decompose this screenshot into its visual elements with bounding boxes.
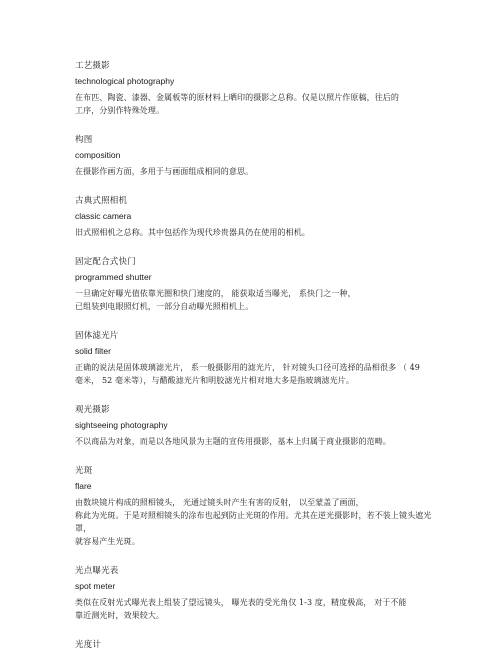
glossary-entry bbox=[75, 134, 435, 178]
definition-line: 在摄影作画方面，多用于与画面组成相同的意思。 bbox=[75, 167, 254, 176]
glossary-entry bbox=[75, 565, 435, 622]
definition-line: 工序，分别作特殊处理。 bbox=[75, 106, 165, 115]
glossary-entry bbox=[75, 465, 435, 548]
term-english: programmed shutter bbox=[75, 272, 152, 282]
glossary-entry bbox=[75, 639, 435, 652]
glossary-entry bbox=[75, 330, 435, 387]
term-chinese: 光度计 bbox=[75, 640, 102, 650]
term-definition bbox=[75, 226, 435, 239]
term-definition bbox=[75, 287, 435, 313]
term-definition bbox=[75, 596, 435, 622]
term-definition bbox=[75, 496, 435, 548]
term-definition bbox=[75, 435, 435, 448]
term-chinese: 古典式照相机 bbox=[75, 196, 128, 206]
term-chinese: 光点曝光表 bbox=[75, 566, 119, 576]
definition-line: 毫米， 52 毫米等），与醋酸滤光片和明胶滤光片相对地大多是指玻璃滤光片。 bbox=[75, 376, 354, 385]
term-english: technological photography bbox=[75, 76, 175, 86]
term-english: solid filter bbox=[75, 346, 111, 356]
definition-line: 不以商品为对象，而是以各地风景为主题的宣传用摄影，基本上归属于商业摄影的范畴。 bbox=[75, 437, 391, 446]
glossary-page bbox=[75, 60, 435, 669]
term-definition bbox=[75, 91, 435, 117]
definition-line: 一旦确定好曝光值依靠光圈和快门速度的， 能获取适当曝光， 系快门之一种， bbox=[75, 289, 356, 298]
definition-line: 就容易产生光斑。 bbox=[75, 537, 140, 546]
term-definition bbox=[75, 165, 435, 178]
glossary-entry bbox=[75, 195, 435, 239]
definition-line: 由数块镜片构成的照相镜头， 光通过镜头时产生有害的反射， 以至蒙盖了画面， bbox=[75, 498, 364, 507]
term-chinese: 工艺摄影 bbox=[75, 61, 110, 71]
term-chinese: 固定配合式快门 bbox=[75, 257, 136, 267]
term-chinese: 观光摄影 bbox=[75, 405, 110, 415]
glossary-entry bbox=[75, 60, 435, 117]
term-english: spot meter bbox=[75, 581, 116, 591]
glossary-entry bbox=[75, 256, 435, 313]
definition-line: 称此为光斑。于是对照相镜头的涂布也起到防止光斑的作用。尤其在逆光摄影时，若不装上镜头遮光 bbox=[75, 511, 432, 520]
term-chinese: 构图 bbox=[75, 135, 93, 145]
term-definition bbox=[75, 361, 435, 387]
definition-line: 类似在反射光式曝光表上组装了望远镜头， 曝光表的受光角仅 1-3 度，精度极高， 对于不能 bbox=[75, 598, 407, 607]
glossary-entry bbox=[75, 404, 435, 448]
definition-line: 旧式照相机之总称。其中包括作为现代珍贵器具仍在使用的相机。 bbox=[75, 228, 310, 237]
term-english: composition bbox=[75, 150, 121, 160]
term-chinese: 固体滤光片 bbox=[75, 331, 119, 341]
term-english: flare bbox=[75, 481, 92, 491]
definition-line: 已组装到电眼照灯机，一部分自动曝光照相机上。 bbox=[75, 302, 254, 311]
definition-line: 靠近测光时，效果较大。 bbox=[75, 611, 165, 620]
definition-line: 在布匹、陶瓷、漆器、金属板等的原材料上晒印的摄影之总称。仅是以照片作原稿，往后的 bbox=[75, 93, 399, 102]
term-english: sightseeing photography bbox=[75, 420, 168, 430]
definition-line: 罩， bbox=[75, 524, 92, 533]
term-english: classic camera bbox=[75, 211, 132, 221]
term-chinese: 光斑 bbox=[75, 466, 93, 476]
definition-line: 正确的说法是固体玻璃滤光片， 系一般摄影用的滤光片， 针对镜头口径可选择的品相很多 （ 49 bbox=[75, 363, 420, 372]
